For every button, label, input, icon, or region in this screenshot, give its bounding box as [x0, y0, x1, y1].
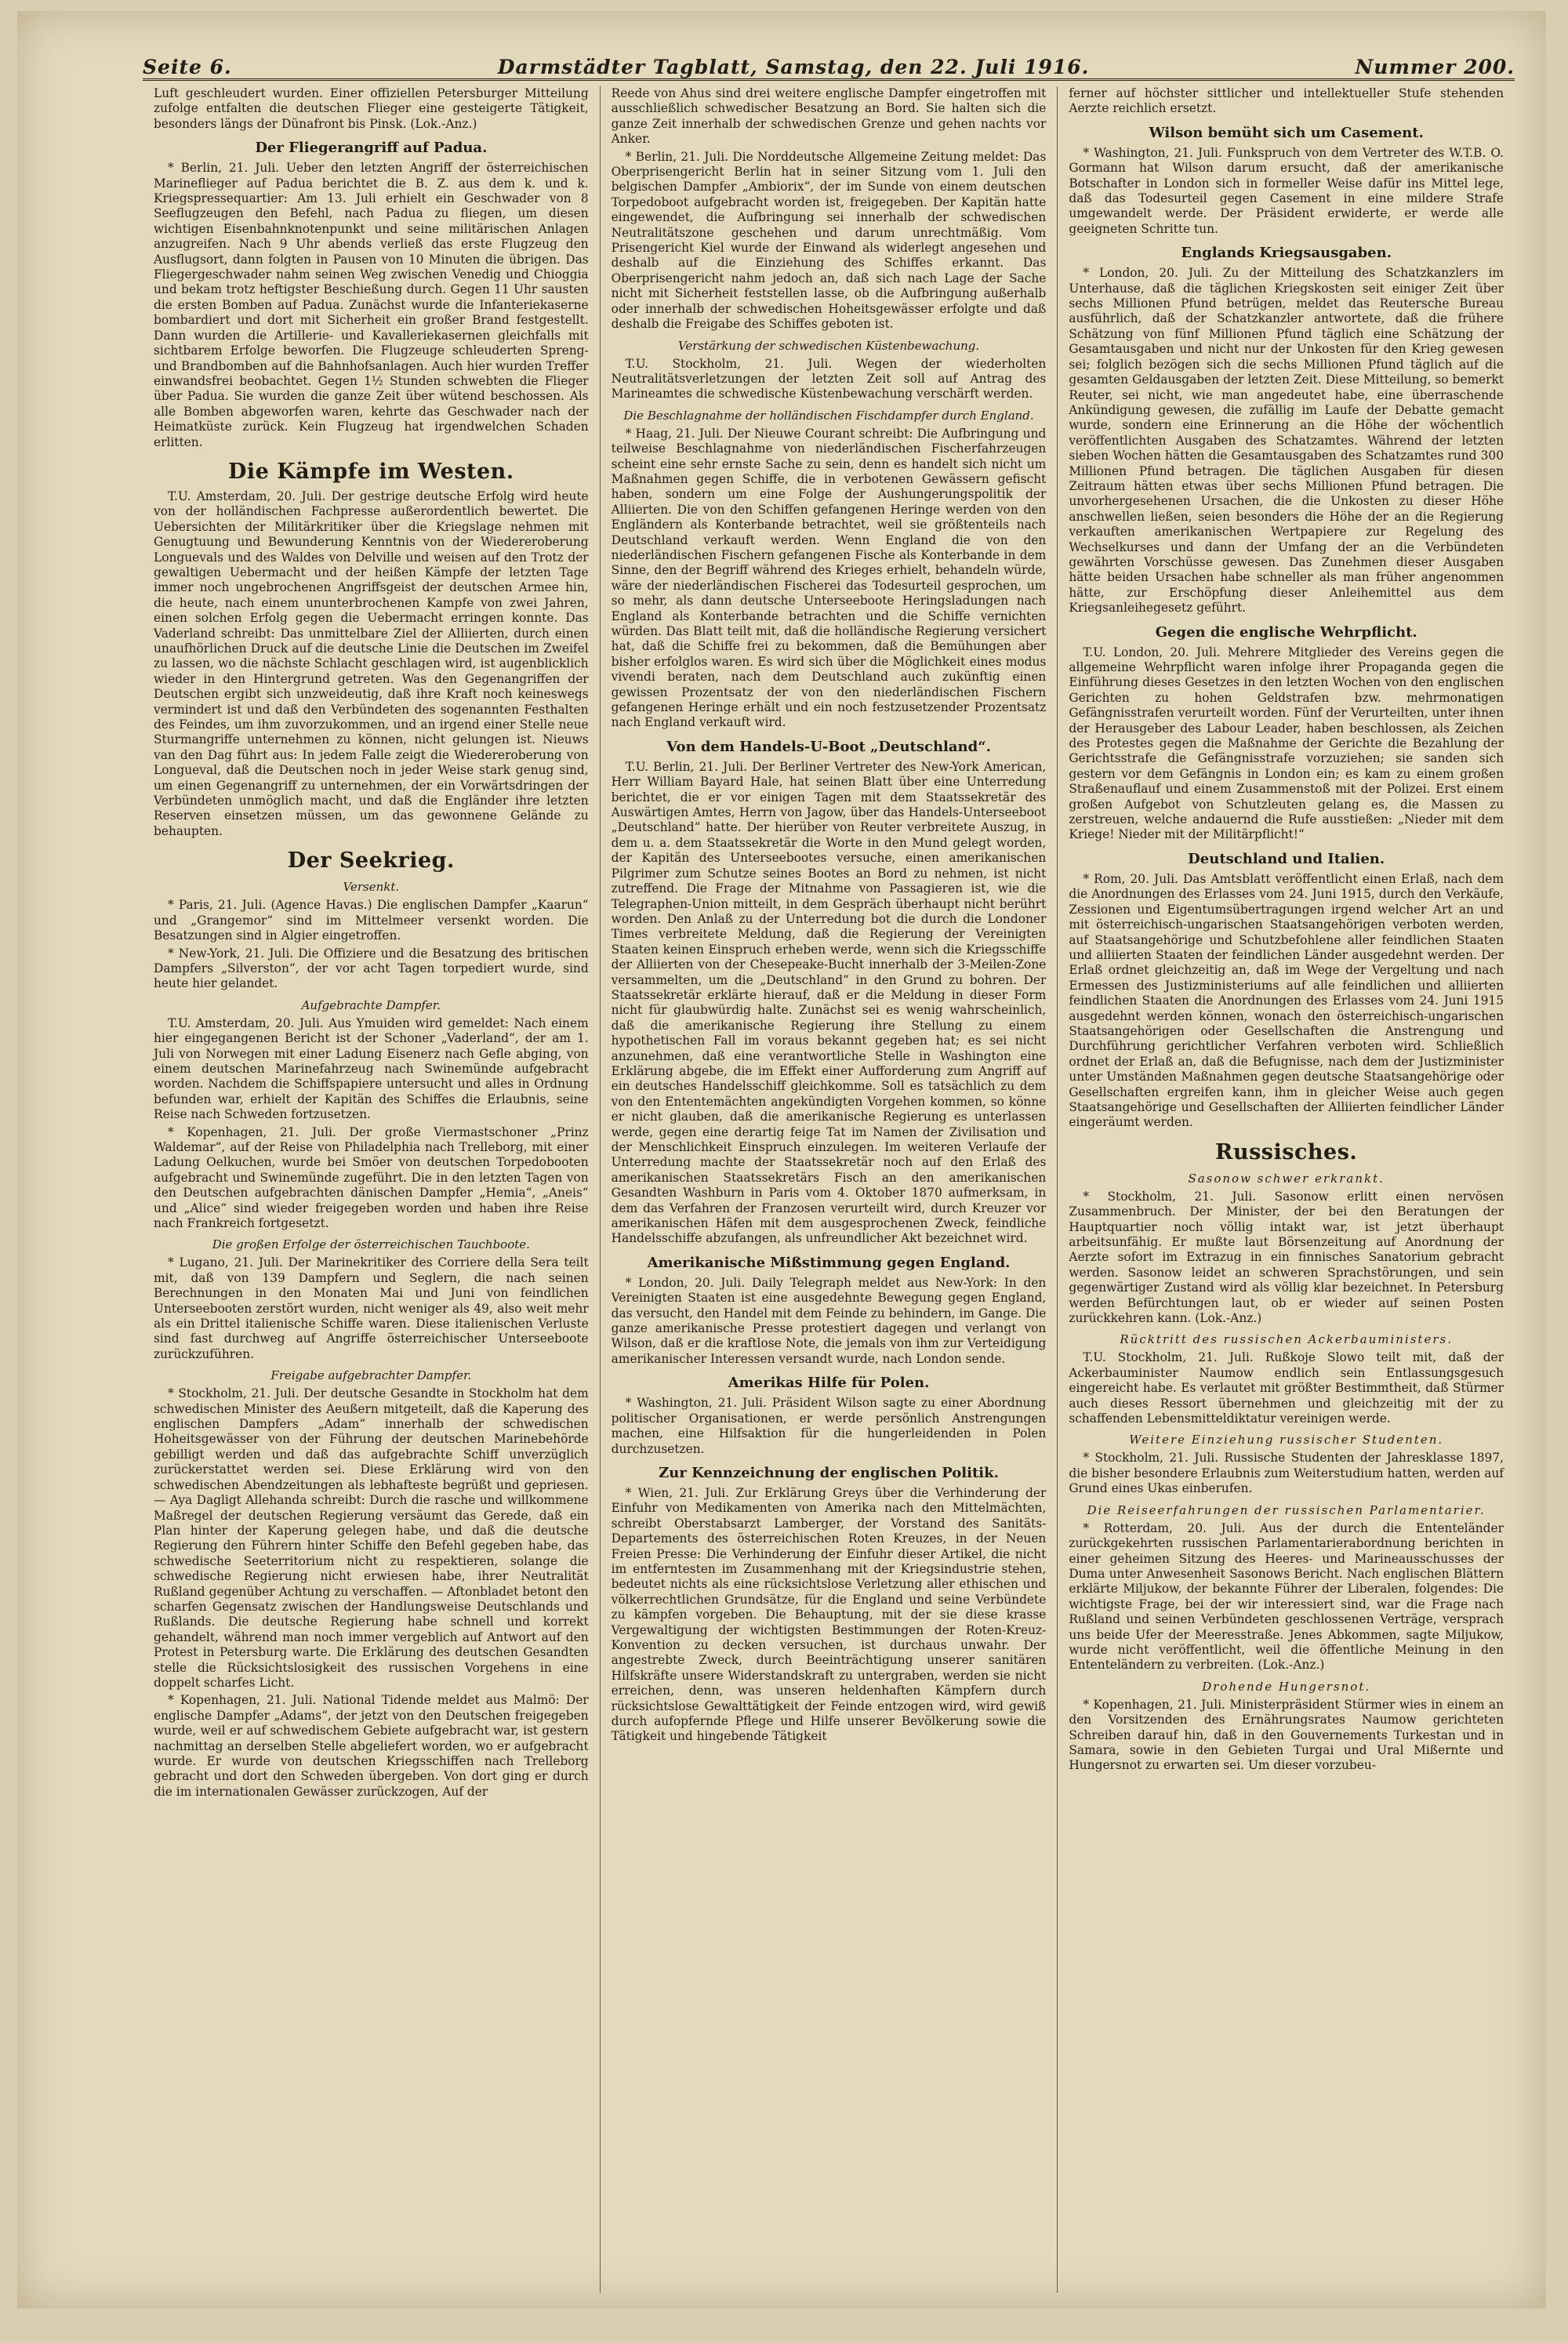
article-text: * Lugano, 21. Juli. Der Marinekritiker des Corriere della Sera teilt mit, daß von 139 Dampfern und Seglern, die nach seinen Berechnungen in den Monaten Mai und Juni von feindlichen Unterseebooten zerstört wurden, nicht weniger als 49, also weit mehr als ein Drittel italienische Schiffe waren. Diese italienischen Verluste sind fast durchweg auf Angriffe österreichischer Unterseeboote zurückzuführen. [154, 1255, 589, 1361]
headline-westen: Die Kämpfe im Westen. [227, 459, 514, 484]
subhead-versenkt: Versenkt. [343, 880, 400, 895]
subhead-ackerbau: Rücktritt des russischen Ackerbauministers. [1120, 1332, 1453, 1347]
column-2 [600, 86, 1058, 2293]
article-text: * London, 20. Juli. Daily Telegraph meldet aus New-York: In den Vereinigten Staaten ist eine ausgedehnte Bewegung gegen England, das versucht, den Handel mit dem Feinde zu behindern, im Gange. Die ganze amerikanische Presse protestiert dagegen und verlangt von Wilson, daß er die kraftlose Note, die jemals von ihm zur Verteidigung amerikanischer Interessen versandt wurde, nach London sende. [611, 1275, 1047, 1366]
article-text: Reede von Ahus sind drei weitere englische Dampfer eingetroffen mit ausschließlich schwedischer Besatzung an Bord. Sie halten sich die ganze Zeit innerhalb der schwedischen Grenze und gehen nachts vor Anker. [611, 86, 1047, 147]
subhead-kuestenbewachung: Verstärkung der schwedischen Küstenbewachung. [677, 338, 980, 353]
article-text: * Berlin, 21. Juli. Die Norddeutsche Allgemeine Zeitung meldet: Das Oberprisengericht Berlin hat in seiner Sitzung vom 1. Juli den belgischen Dampfer „Ambiorix“, der im Sunde von einem deutschen Torpedoboot aufgebracht worden ist, freigegeben. Der Kapitän hatte eingewendet, die Aufbringung sei innerhalb der schwedischen Neutralitätszone geschehen und darum unrechtmäßig. Vom Prisengericht Kiel wurde der Einwand als widerlegt angesehen und deshalb auf die Einziehung des Schiffes erkannt. Das Oberprisengericht nahm jedoch an, daß sich nach Lage der Sache nicht mit Sicherheit feststellen lasse, ob die Aufbringung außerhalb oder innerhalb der schwedischen Hoheitsgewässer erfolgte und daß deshalb die Freigabe des Schiffes geboten ist. [611, 149, 1047, 332]
subhead-fischdampfer: Die Beschlagnahme der holländischen Fischdampfer durch England. [623, 408, 1034, 423]
article-text: T.U. Amsterdam, 20. Juli. Der gestrige deutsche Erfolg wird heute von der holländischen Fachpresse außerordentlich bewertet. Die Uebersichten der Militärkritiker über die Kriegslage nehmen mit Genugtuung und Bewunderung Kenntnis von der Wiedereroberung Longuevals und des Waldes von Delville und weisen auf den Trotz der gewaltigen Uebermacht und der heißen Kämpfe der letzten Tage immer noch ungebrochenen Angriffsgeist der deutschen Armee hin, die heute, nach einem ununterbrochenen Kampfe von zwei Jahren, einen solchen Erfolg gegen die Uebermacht erringen konnte. Das Vaderland schreibt: Das unmittelbare Ziel der Alliierten, durch einen unaufhörlichen Druck auf die deutsche Linie die Deutschen im Zweifel zu lassen, wo die nächste Schlacht geschlagen wird, ist augenblicklich wieder in den Hintergrund getreten. Was den Gegenangriffen der Deutschen ergibt sich unzweideutig, daß ihre Kraft noch keineswegs vermindert ist und daß den Verbündeten des sogenannten Festhalten des Feindes, um ihm zuvorzukommen, und an irgend einer Stelle neue Sturmangriffe unternehmen zu können, nicht gelungen ist. Nieuws van den Dag führt aus: In jedem Falle zeigt die Wiedereroberung von Longueval, daß die Deutschen noch in jeder Weise stark genug sind, um einen Gegenangriff zu unternehmen, der ein Vorwärtsdringen der Verbündeten unmöglich macht, und daß die Engländer ihre letzten Reserven einsetzen müssen, um das gewonnene Gelände zu behaupten. [154, 489, 589, 838]
article-text: * Paris, 21. Juli. (Agence Havas.) Die englischen Dampfer „Kaarun“ und „Grangemor“ sind im Mittelmeer versenkt worden. Die Besatzungen sind in Algier eingetroffen. [154, 898, 589, 943]
article-text: ferner auf höchster sittlicher und intellektueller Stufe stehenden Aerzte reichlich ersetzt. [1069, 86, 1504, 116]
headline-kriegsausgaben: Englands Kriegsausgaben. [1181, 245, 1392, 262]
subhead-tauchboote: Die großen Erfolge der österreichischen Tauchboote. [212, 1237, 530, 1252]
issue-number: Nummer 200. [1355, 56, 1515, 78]
article-text: Luft geschleudert wurden. Einer offiziellen Petersburger Mitteilung zufolge entfalten die deutschen Flieger eine gesteigerte Tätigkeit, besonders längs der Dünafront bis Pinsk. (Lok.-Anz.) [154, 86, 589, 131]
article-text: * London, 20. Juli. Zu der Mitteilung des Schatzkanzlers im Unterhause, daß die täglichen Kriegskosten seit einiger Zeit über sechs Millionen Pfund betrügen, meldet das Reutersche Bureau ausführlich, daß der Schatzkanzler antwortete, daß die frühere Schätzung von fünf Millionen Pfund täglich eine Schätzung der Gesamtausgaben und nicht nur der Unkosten für den Krieg gewesen sei; folglich bezögen sich die sechs Millionen Pfund täglich auf die gesamten Geldausgaben der letzten Zeit. Diese Mitteilung, so bemerkt Reuter, sei nicht, wie man angedeutet habe, eine überraschende Ankündigung gewesen, die zufällig im Laufe der Debatte gemacht wurde, sondern eine Erinnerung an die Höhe der wöchentlich veröffentlichten Ausgaben des Schatzamtes. Während der letzten sieben Wochen hätten die Gesamtausgaben des Schatzamtes rund 300 Millionen Pfund betragen. Die täglichen Ausgaben für diesen Zeitraum hätten etwas über sechs Millionen Pfund betragen. Die unvorhergesehenen Ursachen, die die Unkosten zu dieser Höhe anschwellen ließen, seien besonders die Höhe der an die Regierung verkauften amerikanischen Wertpapiere zur Regelung des Wechselkurses und dann der Umfang der an die Verbündeten gewährten Vorschüsse gewesen. Das Zunehmen dieser Ausgaben hätte beiden Ursachen habe schneller als man früher angenommen hätte, zur Erschöpfung dieser Anleihemittel aus dem Kriegsanleihegesetz geführt. [1069, 266, 1504, 616]
article-text: T.U. Stockholm, 21. Juli. Wegen der wiederholten Neutralitätsverletzungen der letzten Zeit soll auf Antrag des Marineamtes die schwedische Küstenbewachung verschärft werden. [611, 356, 1047, 401]
newspaper-page [17, 11, 1546, 2308]
subhead-hungersnot: Drohende Hungersnot. [1202, 1679, 1371, 1694]
headline-italien: Deutschland und Italien. [1188, 850, 1385, 867]
article-text: * Washington, 21. Juli. Präsident Wilson sagte zu einer Abordnung politischer Organisationen, er werde persönlich Anstrengungen machen, eine Hilfsaktion für die hungerleidenden in Polen durchzusetzen. [611, 1396, 1047, 1456]
article-text: * Kopenhagen, 21. Juli. National Tidende meldet aus Malmö: Der englische Dampfer „Adams“, der jetzt von den Deutschen freigegeben wurde, weil er auf schwedischem Gebiete aufgebracht war, ist gestern nachmittag an derselben Stelle abgeliefert worden, wo er aufgebracht wurde. Er wurde von deutschen Kriegsschiffen nach Trelleborg gebracht und dort den Schweden übergeben. Von dort ging er durch die im internationalen Gewässer zurückzogen, Auf der [154, 1693, 589, 1799]
article-text: * Rom, 20. Juli. Das Amtsblatt veröffentlicht einen Erlaß, nach dem die Anordnungen des Erlasses vom 24. Juni 1915, durch den Verkäufe, Zessionen und Eigentumsübertragungen irgend welcher Art an und mit österreichisch-ungarischen Staatsangehörigen verboten werden, auf Staatsangehörige und Schutzbefohlene aller feindlichen Staaten und alliierten Staaten der feindlichen Länder ausgedehnt werden. Der Erlaß ordnet gleichzeitig an, daß im Wege der Vergeltung und nach Ermessen des Justizministeriums auf alle feindlichen und alliierten feindlichen Staaten die Anordnungen des Erlasses vom 24. Juni 1915 ausgedehnt werden können, wonach den österreichisch-ungarischen Staatsangehörigen oder Gesellschaften die Anstrengung und Durchführung gerichtlicher Verfahren verboten wird. Schließlich ordnet der Erlaß an, daß die Befugnisse, nach dem der Justizminister unter Umständen Maßnahmen gegen deutsche Staatsangehörige oder Gesellschaften ergreifen kann, ihm in gleicher Weise auch gegen Staatsangehörige und Gesellschaften der Alliierten feindlicher Länder eingeräumt werden. [1069, 871, 1504, 1130]
article-text: * Kopenhagen, 21. Juli. Der große Viermastschoner „Prinz Waldemar“, auf der Reise von Philadelphia nach Trelleborg, mit einer Ladung Oelkuchen, wurde bei Smöer von deutschen Torpedobooten aufgebracht und Swinemünde zugeführt. Die in den letzten Tagen von den Deutschen aufgebrachten dänischen Dampfer „Hemia“, „Aneis“ und „Alice“ sind wieder freigegeben worden und haben ihre Reise nach Frankreich fortgesetzt. [154, 1124, 589, 1230]
headline-padua: Der Fliegerangriff auf Padua. [255, 140, 488, 157]
article-text: * Stockholm, 21. Juli. Sasonow erlitt einen nervösen Zusammenbruch. Der Minister, der bei den Beratungen der Hauptquartier noch völlig intakt war, ist jetzt überhaupt arbeitsunfähig. Er mußte laut Börsenzeitung auf Anordnung der Aerzte sofort im Extrazug in ein finnisches Sanatorium gebracht werden. Sasonow leidet an schweren Sprachstörungen, und sein gegenwärtiger Zustand wird als völlig klar bezeichnet. In Petersburg werden Befürchtungen laut, ob er wieder auf seinen Posten zurückkehren kann. (Lok.-Anz.) [1069, 1189, 1504, 1326]
headline-russisches: Russisches. [1215, 1139, 1358, 1164]
subhead-studenten: Weitere Einziehung russischer Studenten. [1129, 1433, 1444, 1448]
headline-deutschland: Von dem Handels-U-Boot „Deutschland“. [666, 738, 991, 755]
article-text: * Kopenhagen, 21. Juli. Ministerpräsident Stürmer wies in einem an den Vorsitzenden des Ernährungsrates Naumow gerichteten Schreiben darauf hin, daß in den Gouvernements Turkestan und in Samara, sowie in den Gebieten Turgai und Ural Mißernte und Hungersnot zu erwarten sei. Um dieser vorzubeu- [1069, 1697, 1504, 1773]
masthead [143, 42, 1515, 81]
article-text: * New-York, 21. Juli. Die Offiziere und die Besatzung des britischen Dampfers „Silverston“, der vor acht Tagen torpediert wurde, sind heute hier gelandet. [154, 946, 589, 991]
article-text: * Haag, 21. Juli. Der Nieuwe Courant schreibt: Die Aufbringung und teilweise Beschlagnahme von niederländischen Fischerfahrzeugen scheint eine sehr ernste Sache zu sein, denn es handelt sich nicht um Maßnahmen gegen Schiffe, die in verbotenen Gewässern gefischt haben, sondern um eine Folge der Aushungerungspolitik der Alliierten. Die von den Schiffen gefangenen Heringe werden von den Engländern als Konterbande betrachtet, weil sie größtenteils nach Deutschland verkauft werden. Wenn England die von den niederländischen Fischern gefangenen Fische als Konterbande in dem Sinne, den der Begriff während des Krieges erhielt, behandeln würde, wäre der niederländischen Fischerei das Todesurteil gesprochen, um so mehr, als dann deutsche Unterseeboote Heringsladungen nach England als Konterbande betrachten und die Schiffe vernichten würden. Das Blatt teilt mit, daß die holländische Regierung versichert hat, daß die Schiffe frei zu bekommen, daß die Bemühungen aber bisher erfolglos waren. Es wird sich über die Möglichkeit eines modus vivendi beraten, nach dem Deutschland auch zukünftig einen gewissen Prozentsatz der von den niederländischen Fischern gefangenen Heringe erhält und ein noch festzusetzender Prozentsatz nach England verkauft wird. [611, 426, 1047, 730]
columns [143, 86, 1515, 2293]
article-text: * Berlin, 21. Juli. Ueber den letzten Angriff der österreichischen Marineflieger auf Padua berichtet die B. Z. aus dem k. und k. Kriegspressequartier: Am 13. Juli erhielt ein Geschwader von 8 Seeflugzeugen den Befehl, nach Padua zu fliegen, um diesen wichtigen Eisenbahnknotenpunkt und seine militärischen Anlagen anzugreifen. Nach 9 Uhr abends verließ das erste Flugzeug den Ausflugsort, dann folgten in Pausen von 10 Minuten die übrigen. Das Fliegergeschwader nahm seinen Weg zwischen Venedig und Chioggia und bekam trotz heftigster Beschießung durch. Gegen 11 Uhr sausten die ersten Bomben auf Padua. Zunächst wurde die Infanteriekaserne bombardiert und dort mit Sicherheit ein großer Brand festgestellt. Dann wurden die Artillerie- und Kavalleriekasernen gleichfalls mit sichtbarem Erfolge beworfen. Die Flugzeuge schleuderten Spreng- und Brandbomben auf die Bahnhofsanlagen. Auch hier wurden Treffer einwandsfrei beobachtet. Gegen 1½ Stunden schwebten die Flieger über Padua. Sie wurden die ganze Zeit über wütend beschossen. Als alle Bomben abgeworfen waren, kehrte das Geschwader nach der Heimatküste zurück. Kein Flugzeug hat irgendwelchen Schaden erlitten. [154, 161, 589, 449]
subhead-parlamentarier: Die Reiseerfahrungen der russischen Parlamentarier. [1087, 1502, 1486, 1517]
newspaper-title-date: Darmstädter Tagblatt, Samstag, den 22. Juli 1916. [497, 56, 1090, 78]
column-1 [143, 86, 600, 2293]
article-text: * Stockholm, 21. Juli. Russische Studenten der Jahresklasse 1897, die bisher besondere Erlaubnis zum Weiterstudium hatten, werden auf Grund eines Ukas einberufen. [1069, 1451, 1504, 1496]
article-text: T.U. London, 20. Juli. Mehrere Mitglieder des Vereins gegen die allgemeine Wehrpflicht waren infolge ihrer Propaganda gegen die Einführung dieses Gesetzes in den letzten Wochen von den englischen Gerichten zu hohen Geldstrafen bzw. mehrmonatigen Gefängnisstrafen verurteilt worden. Fünf der Verurteilten, unter ihnen der Herausgeber des Labour Leader, haben beschlossen, als Zeichen des Protestes gegen die Maßnahme der Gerichte die Bezahlung der Gerichtsstrafe die Gefängnisstrafe vorzuziehen; sie sanden sich gestern vor dem Gefängnis in London ein; es kam zu einem großen Straßenauflauf und einem Zusammenstoß mit der Polizei. Erst einem großen Aufgebot von Schutzleuten gelang es, die Massen zu zerstreuen, welche andauernd die Rufe ausstießen: „Nieder mit dem Kriege! Nieder mit der Militärpflicht!“ [1069, 645, 1504, 842]
subhead-sasonow: Sasonow schwer erkrankt. [1188, 1171, 1385, 1186]
headline-mishtimmung: Amerikanische Mißstimmung gegen England. [647, 1254, 1011, 1271]
page-number: Seite 6. [143, 56, 232, 78]
article-text: T.U. Amsterdam, 20. Juli. Aus Ymuiden wird gemeldet: Nach einem hier eingegangenen Bericht ist der Schoner „Vaderland“, der am 1. Juli von Norwegen mit einer Ladung Eisenerz nach Gefle abging, von einem deutschen Marinefahrzeug nach Swinemünde aufgebracht worden. Nachdem die Schiffspapiere untersucht und alles in Ordnung befunden war, erhielt der Kapitän des Schiffes die Erlaubnis, seine Reise nach Schweden fortzusetzen. [154, 1015, 589, 1122]
headline-seekrieg: Der Seekrieg. [287, 848, 455, 874]
headline-politik: Zur Kennzeichnung der englischen Politik. [659, 1464, 999, 1481]
article-text: * Rotterdam, 20. Juli. Aus der durch die Ententeländer zurückgekehrten russischen Parlamentarierabordnung berichten in einer geheimen Sitzung des Heeres- und Marineausschusses der Duma unter Anwesenheit Sasonows Bericht. Nach englischen Blättern erklärte Miljukow, der bekannte Führer der Liberalen, folgendes: Die wichtigste Frage, bei der wir interessiert sind, war die Frage nach Rußland und seinen Verbündeten geschlossenen Verträge, versprach uns beide Ufer der Meeresstraße. Jenes Abkommen, sagte Miljukow, wurde nicht veröffentlicht, weil die öffentliche Meinung in den Ententeländern zu verbreiten. (Lok.-Anz.) [1069, 1520, 1504, 1673]
article-text: * Stockholm, 21. Juli. Der deutsche Gesandte in Stockholm hat dem schwedischen Minister des Aeußern mitgeteilt, daß die Kaperung des englischen Dampfers „Adam“ innerhalb der schwedischen Hoheitsgewässer von der Führung der deutschen Marinebehörde gebilligt werden und daß das aufgebrachte Schiff unverzüglich zurückerstattet werden sei. Diese Erklärung wird von den schwedischen Abendzeitungen als lebhafteste begrüßt und gepriesen. — Aya Dagligt Allehanda schreibt: Durch die rasche und willkommene Maßregel der deutschen Regierung versäumt das Gerede, daß ein Plan hinter der Kaperung gelegen habe, und daß die deutsche Regierung den Führern hinter Schiffe den Befehl gegeben habe, das schwedische Seeterritorium nicht zu respektieren, solange die schwedische Regierung nicht erwiesen habe, ihrer Neutralität Rußland gegenüber Achtung zu verschaffen. — Aftonbladet betont den scharfen Gegensatz zwischen der Handlungsweise Deutschlands und Rußlands. Die deutsche Regierung habe schnell und korrekt gehandelt, während man noch immer vergeblich auf Antwort auf den Protest in Petersburg warte. Die Erklärung des deutschen Gesandten stelle die Rücksichtslosigkeit des russischen Vorgehens in eine doppelt scharfes Licht. [154, 1386, 589, 1690]
article-text: T.U. Stockholm, 21. Juli. Rußkoje Slowo teilt mit, daß der Ackerbauminister Naumow endlich sein Entlassungsgesuch eingereicht habe. Es verlautet mit größter Bestimmtheit, daß Stürmer auch dieses Ressort übernehmen und gleichzeitig mit der zu schaffenden Lebensmitteldiktatur vereinigen werde. [1069, 1350, 1504, 1426]
headline-polen: Amerikas Hilfe für Polen. [728, 1375, 930, 1392]
subhead-aufgebracht: Aufgebrachte Dampfer. [301, 997, 441, 1012]
headline-casement: Wilson bemüht sich um Casement. [1149, 124, 1424, 141]
headline-wehrpflicht: Gegen die englische Wehrpflicht. [1155, 623, 1417, 641]
subhead-freigabe: Freigabe aufgebrachter Dampfer. [270, 1368, 472, 1383]
article-text: * Washington, 21. Juli. Funkspruch von dem Vertreter des W.T.B. O. Gormann hat Wilson darum ersucht, daß der amerikanische Botschafter in London sich in formeller Weise dafür ins Mittel lege, daß das Todesurteil gegen Casement in eine mildere Strafe umgewandelt werde. Der Präsident erwiderte, er werde alle geeigneten Schritte tun. [1069, 145, 1504, 236]
article-text: T.U. Berlin, 21. Juli. Der Berliner Vertreter des New-York American, Herr William Bayard Hale, hat seinen Blatt über eine Unterredung berichtet, die er vor einigen Tagen mit dem Staatssekretär des Auswärtigen Amtes, Herrn von Jagow, über das Handels-Unterseeboot „Deutschland“ hatte. Der hierüber von Reuter verbreitete Auszug, in dem u. a. dem Staatssekretär die Worte in den Mund gelegt worden, der Kapitän des Unterseebootes versuche, einen amerikanischen Pilgrimer zum Schutze seines Bootes an Bord zu nehmen, ist nicht zutreffend. Die Frage der Mitnahme von Passagieren ist, wie die Telegraphen-Union mitteilt, in dem Gespräch überhaupt nicht berührt worden. Den Anlaß zu der Unterredung bot die durch die Londoner Times verbreitete Meldung, daß die Regierung der Vereinigten Staaten keinen Einspruch erheben werde, wenn sich die Kriegsschiffe der Alliierten von der Chesepeake-Bucht innerhalb der 3-Meilen-Zone versammelten, um die „Deutschland“ in den Grund zu bohren. Der Staatssekretär erklärte hierauf, daß er die Meldung in dieser Form nicht für glaubwürdig halte. Zunächst sei es wenig wahrscheinlich, daß die amerikanische Regierung ihre Stellung zu einem hypothetischen Fall im voraus bekannt gegeben hat; es sei nicht anzunehmen, daß eine verantwortliche Stelle in Washington eine Erklärung abgebe, die im Effekt einer Aufforderung zum Angriff auf ein deutsches Handelsschiff gleichkomme. Soll es tatsächlich zu dem von den Ententemächten angekündigten Vorgehen kommen, so könne er nicht glauben, daß die amerikanische Regierung es unterlassen werde, gegen eine derartig feige Tat im Namen der Zivilisation und der Menschlichkeit Einspruch einzulegen. Im weiteren Verlaufe der Unterredung machte der Staatssekretär noch auf den Erlaß des amerikanischen Staatssekretärs Fisch an den amerikanischen Gesandten Washburn in Paris vom 4. Oktober 1870 aufmerksam, in dem das Verfahren der Franzosen verurteilt wird, durch Kreuzer vor amerikanischen Häfen mit dem ausgesprochenen Zweck, feindliche Handelsschiffe abzufangen, als unfreundlicher Akt bezeichnet wird. [611, 759, 1047, 1246]
article-text: * Wien, 21. Juli. Zur Erklärung Greys über die Verhinderung der Einfuhr von Medikamenten von Amerika nach den Mittelmächten, schreibt Oberstabsarzt Lamberger, der Vorstand des Sanitäts-Departements des österreichischen Roten Kreuzes, in der Neuen Freien Presse: Die Verhinderung der Einfuhr dieser Artikel, die nicht im entferntesten im Zusammenhang mit der Kriegsindustrie stehen, bedeutet nichts als eine rücksichtslose Verletzung aller ethischen und völkerrechtlichen Grundsätze, für die England und seine Verbündete zu kämpfen vorgeben. Die Behauptung, mit der sie diese krasse Vergewaltigung der wichtigsten Bestimmungen der Roten-Kreuz-Konvention zu decken versuchen, ist durchaus unwahr. Der angestrebte Zweck, durch Beeinträchtigung unserer sanitären Hilfskräfte unsere Widerstandskraft zu untergraben, werden sie nicht erreichen, denn, was unseren heldenhaften Kämpfern durch rücksichtslose Gewalttätigkeit der Feinde entzogen wird, wird gewiß durch aufopfernde Pflege und Hilfe unserer Bevölkerung sowie die Tätigkeit und hingebende Tätigkeit [611, 1485, 1047, 1744]
column-3 [1057, 86, 1515, 2293]
